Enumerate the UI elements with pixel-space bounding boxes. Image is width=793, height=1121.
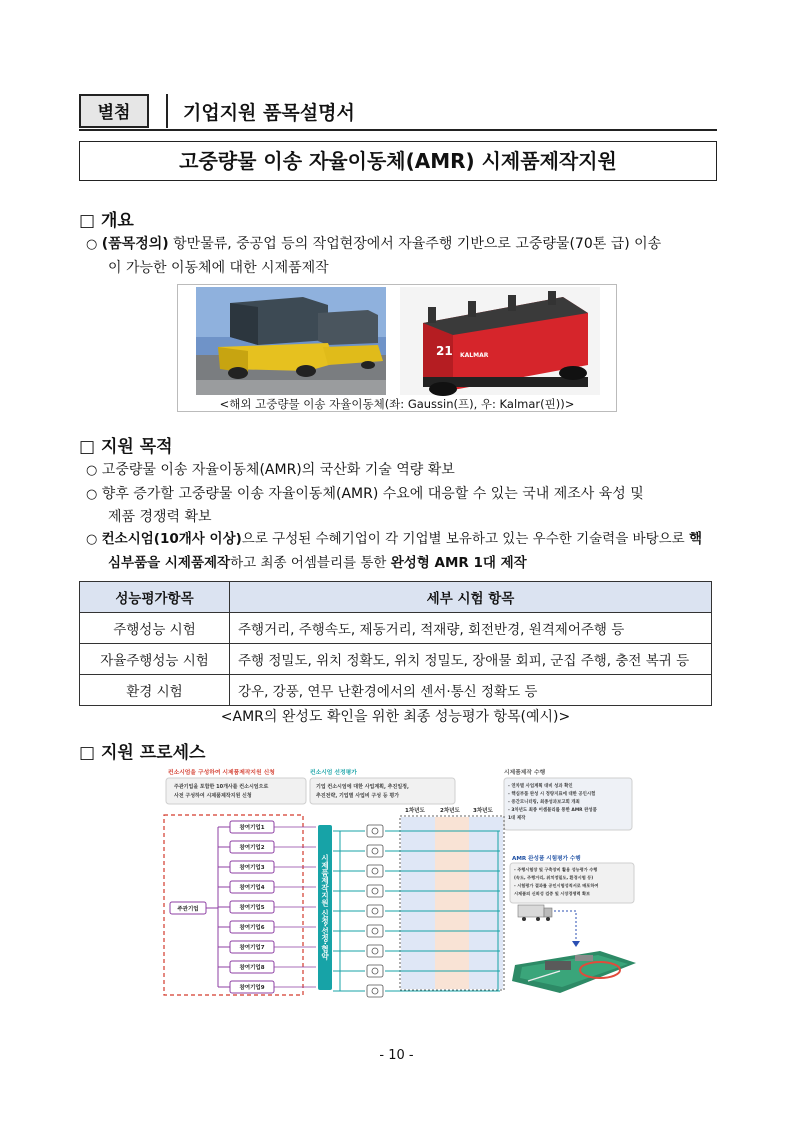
overview-heading: □ 개요	[79, 211, 134, 231]
participant-label: 참여기업8	[239, 965, 265, 972]
kalmar-brand: KALMAR	[460, 352, 489, 359]
eval-item: - 시험평가 결과를 공인시험성적서로 배포하여	[514, 883, 599, 888]
table-row	[80, 675, 712, 706]
bullet-symbol: ○	[86, 237, 98, 252]
participant-label: 참여기업7	[239, 945, 265, 952]
execute-item: - 핵심부품 완성 시 정량지표에 대한 공인시험	[508, 792, 596, 797]
truck-icon	[518, 905, 552, 921]
purpose-heading: □ 지원 목적	[79, 437, 173, 457]
select-text-1: 기업 컨소시엄에 대한 사업계획, 추진일정,	[316, 784, 409, 790]
table-cell: 자율주행성능 시험	[80, 644, 230, 675]
table-cell: 주행거리, 주행속도, 제동거리, 적재량, 회전반경, 원격제어주행 등	[230, 613, 712, 644]
purpose-item-2	[86, 482, 718, 507]
select-box	[310, 778, 455, 804]
select-text-2: 추진전략, 기업별 사업비 구성 등 평가	[316, 793, 400, 799]
execute-item: 1대 제작	[508, 816, 526, 821]
table-header-cell: 세부 시험 항목	[230, 582, 712, 613]
lead-company-label: 주관기업	[177, 906, 199, 913]
table-cell: 강우, 강풍, 연무 난환경에서의 센서·통신 정확도 등	[230, 675, 712, 706]
participant-label: 참여기업4	[239, 885, 265, 892]
component-icon	[367, 985, 383, 997]
kalmar-number: 21	[436, 344, 453, 358]
support-process-label: 시제품제작지원 신청·선정·협약	[320, 854, 330, 960]
eval-item: - 주행시험장 및 구축장비 활용 성능평가 수행	[514, 867, 598, 872]
purpose-item-1	[86, 458, 455, 483]
year-column	[401, 817, 435, 989]
table-header-cell: 성능평가항목	[80, 582, 230, 613]
participant-label: 참여기업2	[239, 845, 265, 852]
participant-label: 참여기업1	[239, 825, 265, 832]
purpose-item-3-cont	[108, 551, 527, 575]
year-column	[435, 817, 469, 989]
process-heading: □ 지원 프로세스	[79, 743, 206, 763]
select-title: 컨소시엄 선정평가	[310, 770, 357, 776]
component-icon	[367, 905, 383, 917]
header-divider	[166, 94, 168, 128]
purpose-item-3-text-1: 으로 구성된 수혜기업이 각 기업별 보유하고 있는 우수한 기술력을 바탕으로	[241, 531, 689, 547]
component-icon	[367, 825, 383, 837]
bullet-symbol: ○	[86, 463, 98, 478]
header-rule	[79, 129, 717, 131]
component-icon	[367, 945, 383, 957]
definition-text-1: 항만물류, 중공업 등의 작업현장에서 자율주행 기반으로 고중량물(70톤 급) 이송	[168, 236, 662, 252]
purpose-item-2-cont: 제품 경쟁력 확보	[108, 509, 212, 525]
table-header-row	[80, 582, 712, 613]
eval-item: (속도, 주행거리, 위치정밀도, 환경시험 등)	[514, 875, 594, 880]
execute-item: - 연차별 사업계획 대비 성과 확인	[508, 784, 573, 789]
table-caption: <AMR의 완성도 확인을 위한 최종 성능평가 항목(예시)>	[220, 709, 571, 725]
kalmar-photo	[400, 287, 600, 396]
overview-paragraph	[86, 232, 718, 257]
document-title: 고중량물 이송 자율이동체(AMR) 시제품제작지원	[79, 141, 717, 181]
apply-box	[166, 778, 306, 804]
table-row	[80, 644, 712, 675]
header-title: 기업지원 품목설명서	[183, 102, 355, 124]
component-icon	[367, 865, 383, 877]
participants-group	[218, 821, 316, 993]
participant-label: 참여기업9	[239, 985, 265, 992]
final-amr: 완성형 AMR 1대 제작	[390, 555, 527, 571]
core-part-2: 심부품을 시제품제작	[108, 555, 231, 571]
core-part-1: 핵	[688, 531, 703, 547]
execute-item: - 중간모니터링, 최종성과보고회 개최	[508, 800, 580, 805]
gaussin-photo	[196, 287, 386, 395]
table-row	[80, 613, 712, 644]
participant-label: 참여기업6	[239, 925, 265, 932]
participant-label: 참여기업3	[239, 865, 265, 872]
component-icon	[367, 965, 383, 977]
definition-label: (품목정의)	[101, 236, 169, 252]
component-icon	[367, 885, 383, 897]
component-icon	[367, 925, 383, 937]
apply-text-2: 사전 구성하여 시제품제작지원 신청	[174, 793, 252, 799]
process-diagram-svg	[160, 765, 638, 1001]
purpose-item-3	[86, 527, 718, 552]
apply-text-1: 주관기업을 포함한 10개사를 컨소시엄으로	[174, 784, 269, 790]
year-label: 3차년도	[473, 808, 493, 814]
bullet-symbol: ○	[86, 532, 98, 547]
execute-title: 시제품제작 수행	[504, 770, 546, 776]
vehicle-photos	[178, 285, 618, 413]
purpose-item-3-text-2: 하고 최종 어셈블리를 통한	[230, 555, 391, 571]
photo-caption: <해외 고중량물 이송 자율이동체(좌: Gaussin(프), 우: Kalmar(핀))>	[219, 397, 575, 411]
apply-title: 컨소시엄을 구성하여 시제품제작지원 신청	[168, 770, 275, 776]
table-cell: 주행 정밀도, 위치 정확도, 위치 정밀도, 장애물 회피, 군집 주행, 충전 복귀 등	[230, 644, 712, 675]
year-label: 1차년도	[405, 808, 425, 814]
parts-group	[333, 825, 500, 997]
arrow-head-icon	[572, 941, 580, 947]
page-number: - 10 -	[379, 1048, 414, 1063]
flow-arrow	[554, 911, 576, 943]
test-track-illustration	[512, 951, 636, 993]
year-label: 2차년도	[440, 808, 460, 814]
bullet-symbol: ○	[86, 487, 98, 502]
process-diagram	[160, 765, 638, 1001]
purpose-item-2-text: 향후 증가할 고중량물 이송 자율이동체(AMR) 수요에 대응할 수 있는 국내 제조사 육성 및	[101, 486, 644, 502]
consortium-label: 컨소시엄(10개사 이상)	[101, 531, 242, 547]
definition-text-2: 이 가능한 이동체에 대한 시제품제작	[108, 260, 329, 276]
component-icon	[367, 845, 383, 857]
eval-title: AMR 완성품 시험평가 수행	[512, 856, 581, 862]
eval-item: 시제품의 신뢰성 검증 및 시장경쟁력 확보	[514, 891, 591, 896]
purpose-item-1-text: 고중량물 이송 자율이동체(AMR)의 국산화 기술 역량 확보	[101, 462, 455, 478]
vehicle-photo-box	[177, 284, 617, 412]
table-cell: 주행성능 시험	[80, 613, 230, 644]
participant-label: 참여기업5	[239, 905, 265, 912]
table-cell: 환경 시험	[80, 675, 230, 706]
attachment-tag: 별첨	[79, 94, 149, 128]
execute-item: - 3차년도 최종 어셈블리를 통한 AMR 완성품	[508, 808, 597, 813]
performance-table	[79, 581, 712, 706]
